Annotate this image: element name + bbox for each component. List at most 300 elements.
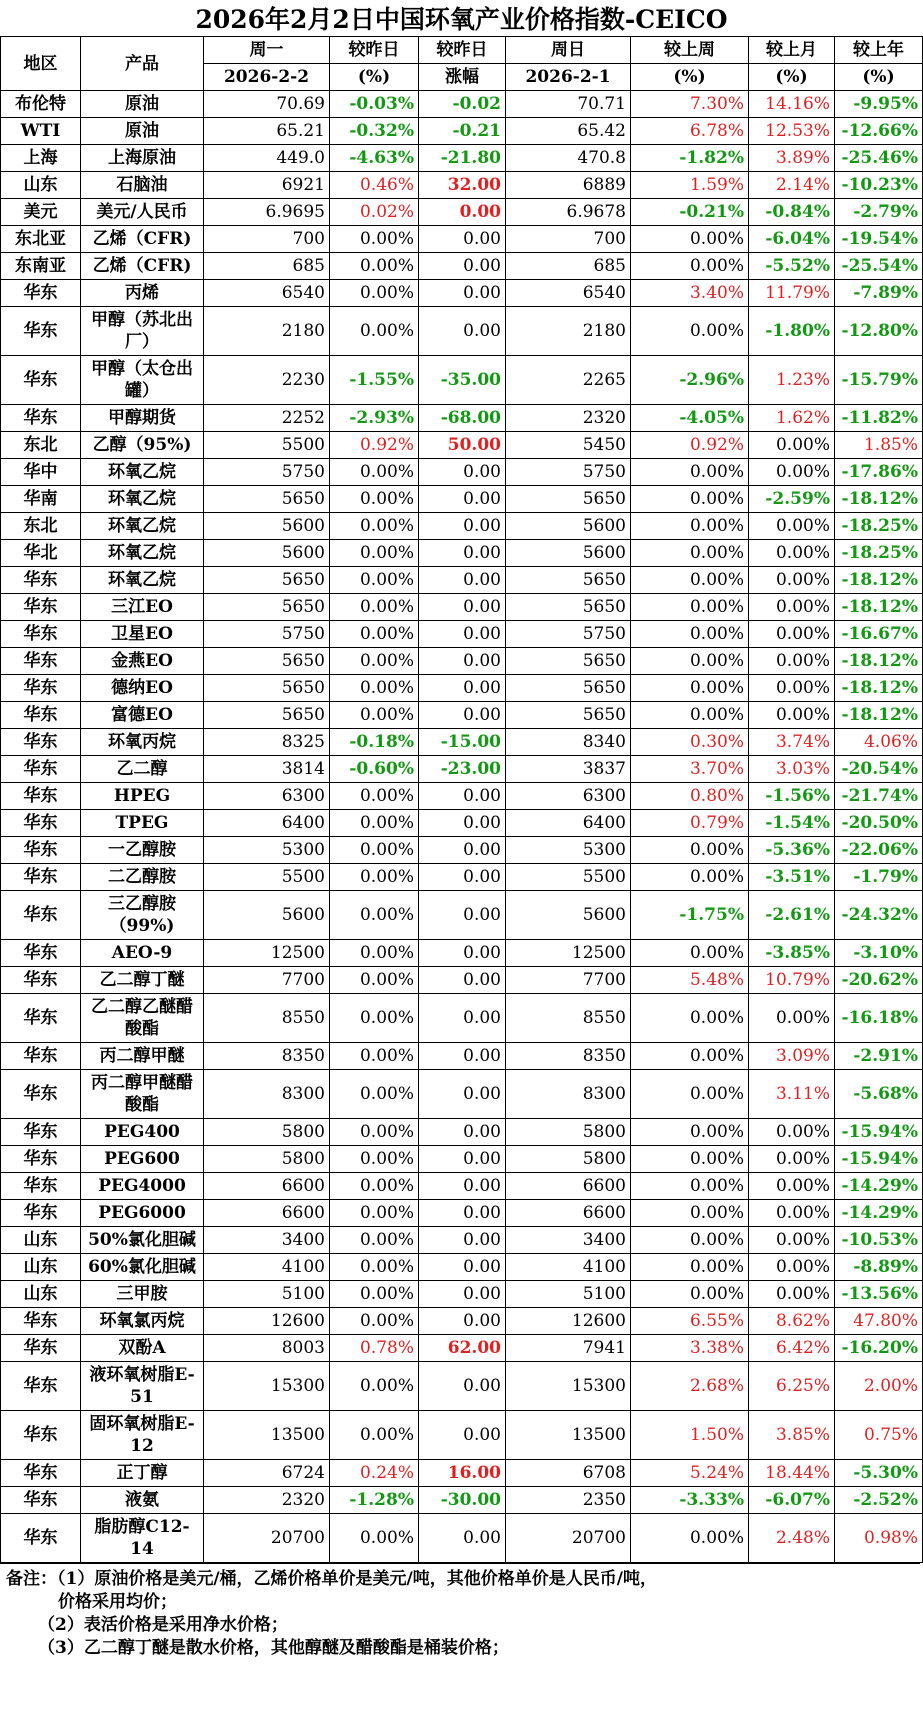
cell-week-chg: 0.00% — [631, 675, 749, 702]
cell-region: 华东 — [1, 648, 81, 675]
cell-product: 乙烯（CFR) — [81, 253, 204, 280]
cell-month-chg: 0.00% — [749, 1281, 835, 1308]
cell-today-price: 6724 — [204, 1460, 330, 1487]
cell-product: 一乙醇胺 — [81, 837, 204, 864]
cell-week-chg: 0.00% — [631, 1146, 749, 1173]
cell-region: 华东 — [1, 994, 81, 1043]
cell-product: 环氧氯丙烷 — [81, 1308, 204, 1335]
cell-region: 华东 — [1, 567, 81, 594]
cell-chg-abs: 0.00 — [419, 891, 506, 940]
cell-today-price: 12500 — [204, 940, 330, 967]
cell-today-price: 5650 — [204, 594, 330, 621]
cell-chg-abs: 0.00 — [419, 540, 506, 567]
table-row — [1, 1173, 923, 1200]
cell-prev-price: 6708 — [506, 1460, 631, 1487]
cell-year-chg: 47.80% — [835, 1308, 923, 1335]
cell-week-chg: 0.00% — [631, 621, 749, 648]
cell-product: 正丁醇 — [81, 1460, 204, 1487]
cell-chg-pct: 0.00% — [330, 621, 419, 648]
cell-year-chg: 0.75% — [835, 1411, 923, 1460]
cell-prev-price: 8550 — [506, 994, 631, 1043]
table-row — [1, 891, 923, 940]
cell-chg-abs: 0.00 — [419, 783, 506, 810]
cell-product: 双酚A — [81, 1335, 204, 1362]
table-row — [1, 1362, 923, 1411]
table-row — [1, 864, 923, 891]
cell-today-price: 5800 — [204, 1146, 330, 1173]
cell-month-chg: 0.00% — [749, 459, 835, 486]
cell-chg-abs: 62.00 — [419, 1335, 506, 1362]
cell-prev-price: 6.9678 — [506, 199, 631, 226]
table-row — [1, 432, 923, 459]
cell-month-chg: 3.11% — [749, 1070, 835, 1119]
cell-product: 三乙醇胺（99%) — [81, 891, 204, 940]
cell-year-chg: -11.82% — [835, 405, 923, 432]
cell-week-chg: -1.82% — [631, 145, 749, 172]
cell-month-chg: 8.62% — [749, 1308, 835, 1335]
cell-chg-abs: 0.00 — [419, 1514, 506, 1563]
cell-chg-abs: 0.00 — [419, 253, 506, 280]
cell-year-chg: -5.30% — [835, 1460, 923, 1487]
cell-chg-pct: -4.63% — [330, 145, 419, 172]
cell-chg-abs: 0.00 — [419, 702, 506, 729]
cell-chg-pct: 0.00% — [330, 1227, 419, 1254]
cell-month-chg: -1.80% — [749, 307, 835, 356]
cell-month-chg: 6.25% — [749, 1362, 835, 1411]
cell-region: 华东 — [1, 1200, 81, 1227]
cell-region: 华东 — [1, 1119, 81, 1146]
cell-year-chg: -14.29% — [835, 1173, 923, 1200]
cell-today-price: 4100 — [204, 1254, 330, 1281]
cell-chg-abs: 0.00 — [419, 940, 506, 967]
cell-month-chg: 0.00% — [749, 594, 835, 621]
table-row — [1, 967, 923, 994]
cell-region: 华南 — [1, 486, 81, 513]
cell-region: 华东 — [1, 1411, 81, 1460]
cell-today-price: 5500 — [204, 432, 330, 459]
cell-week-chg: 0.79% — [631, 810, 749, 837]
cell-product: 脂肪醇C12-14 — [81, 1514, 204, 1563]
cell-chg-pct: -0.18% — [330, 729, 419, 756]
table-row — [1, 405, 923, 432]
cell-region: 美元 — [1, 199, 81, 226]
cell-month-chg: -6.07% — [749, 1487, 835, 1514]
table-row — [1, 540, 923, 567]
cell-year-chg: -1.79% — [835, 864, 923, 891]
cell-year-chg: -18.25% — [835, 540, 923, 567]
cell-prev-price: 70.71 — [506, 91, 631, 118]
cell-month-chg: 6.42% — [749, 1335, 835, 1362]
cell-today-price: 6921 — [204, 172, 330, 199]
cell-region: 华中 — [1, 459, 81, 486]
cell-product: 乙醇（95%) — [81, 432, 204, 459]
cell-product: 石脑油 — [81, 172, 204, 199]
table-row — [1, 172, 923, 199]
cell-product: 原油 — [81, 91, 204, 118]
cell-today-price: 3814 — [204, 756, 330, 783]
cell-today-price: 5600 — [204, 540, 330, 567]
page-title: 2026年2月2日中国环氧产业价格指数-CEICO — [195, 5, 728, 34]
cell-chg-abs: 0.00 — [419, 1281, 506, 1308]
cell-chg-abs: -0.21 — [419, 118, 506, 145]
cell-chg-abs: 0.00 — [419, 513, 506, 540]
header-year: 较上年 — [835, 37, 923, 64]
cell-today-price: 13500 — [204, 1411, 330, 1460]
cell-week-chg: 0.00% — [631, 1043, 749, 1070]
price-table — [0, 36, 923, 1563]
cell-product: 环氧乙烷 — [81, 513, 204, 540]
cell-week-chg: 0.00% — [631, 226, 749, 253]
table-row — [1, 729, 923, 756]
cell-chg-pct: 0.00% — [330, 1119, 419, 1146]
cell-chg-abs: 0.00 — [419, 1173, 506, 1200]
table-row — [1, 1514, 923, 1563]
cell-year-chg: -14.29% — [835, 1200, 923, 1227]
cell-month-chg: 0.00% — [749, 1146, 835, 1173]
cell-prev-price: 7941 — [506, 1335, 631, 1362]
cell-prev-price: 5750 — [506, 621, 631, 648]
table-row — [1, 356, 923, 405]
cell-prev-price: 8300 — [506, 1070, 631, 1119]
cell-region: 华东 — [1, 307, 81, 356]
cell-chg-pct: 0.92% — [330, 432, 419, 459]
cell-chg-abs: -21.80 — [419, 145, 506, 172]
header-chg-abs: 较昨日 — [419, 37, 506, 64]
cell-month-chg: 0.00% — [749, 1227, 835, 1254]
cell-prev-price: 2350 — [506, 1487, 631, 1514]
cell-prev-price: 5450 — [506, 432, 631, 459]
cell-chg-pct: 0.00% — [330, 540, 419, 567]
cell-chg-abs: -68.00 — [419, 405, 506, 432]
table-row — [1, 567, 923, 594]
cell-today-price: 2230 — [204, 356, 330, 405]
cell-product: 液环氧树脂E-51 — [81, 1362, 204, 1411]
cell-region: 华东 — [1, 621, 81, 648]
cell-year-chg: -20.50% — [835, 810, 923, 837]
cell-region: 华东 — [1, 1043, 81, 1070]
cell-product: 二乙醇胺 — [81, 864, 204, 891]
header-month: 较上月 — [749, 37, 835, 64]
cell-product: 乙二醇丁醚 — [81, 967, 204, 994]
cell-week-chg: 0.00% — [631, 994, 749, 1043]
cell-today-price: 8325 — [204, 729, 330, 756]
cell-chg-abs: 0.00 — [419, 1200, 506, 1227]
cell-region: 布伦特 — [1, 91, 81, 118]
cell-month-chg: 0.00% — [749, 432, 835, 459]
cell-year-chg: -18.12% — [835, 702, 923, 729]
cell-today-price: 8003 — [204, 1335, 330, 1362]
table-row — [1, 118, 923, 145]
cell-today-price: 5650 — [204, 675, 330, 702]
cell-prev-price: 5650 — [506, 486, 631, 513]
cell-product: 环氧乙烷 — [81, 459, 204, 486]
table-row — [1, 756, 923, 783]
cell-prev-price: 700 — [506, 226, 631, 253]
cell-prev-price: 6300 — [506, 783, 631, 810]
cell-week-chg: 0.00% — [631, 1514, 749, 1563]
cell-chg-abs: -30.00 — [419, 1487, 506, 1514]
cell-year-chg: -20.54% — [835, 756, 923, 783]
cell-product: 丙烯 — [81, 280, 204, 307]
cell-month-chg: 0.00% — [749, 1200, 835, 1227]
cell-chg-abs: 0.00 — [419, 967, 506, 994]
cell-chg-pct: -2.93% — [330, 405, 419, 432]
cell-week-chg: 0.00% — [631, 486, 749, 513]
cell-region: 华东 — [1, 1514, 81, 1563]
cell-prev-price: 6600 — [506, 1200, 631, 1227]
cell-chg-pct: 0.00% — [330, 1362, 419, 1411]
cell-prev-price: 15300 — [506, 1362, 631, 1411]
cell-week-chg: 0.00% — [631, 513, 749, 540]
cell-today-price: 5300 — [204, 837, 330, 864]
cell-year-chg: -18.25% — [835, 513, 923, 540]
cell-year-chg: -22.06% — [835, 837, 923, 864]
cell-week-chg: 7.30% — [631, 91, 749, 118]
cell-region: 华东 — [1, 1173, 81, 1200]
cell-year-chg: -16.18% — [835, 994, 923, 1043]
cell-week-chg: 6.55% — [631, 1308, 749, 1335]
cell-week-chg: -1.75% — [631, 891, 749, 940]
cell-chg-pct: 0.00% — [330, 1200, 419, 1227]
cell-product: PEG600 — [81, 1146, 204, 1173]
cell-month-chg: 14.16% — [749, 91, 835, 118]
cell-product: 甲醇期货 — [81, 405, 204, 432]
cell-today-price: 7700 — [204, 967, 330, 994]
cell-today-price: 5750 — [204, 621, 330, 648]
cell-chg-abs: 0.00 — [419, 648, 506, 675]
table-row — [1, 1487, 923, 1514]
cell-week-chg: 0.00% — [631, 459, 749, 486]
cell-month-chg: 11.79% — [749, 280, 835, 307]
table-row — [1, 1043, 923, 1070]
cell-month-chg: 3.74% — [749, 729, 835, 756]
cell-year-chg: -18.12% — [835, 567, 923, 594]
cell-month-chg: -1.56% — [749, 783, 835, 810]
table-row — [1, 280, 923, 307]
table-row — [1, 810, 923, 837]
cell-prev-price: 65.42 — [506, 118, 631, 145]
cell-month-chg: -6.04% — [749, 226, 835, 253]
cell-chg-pct: 0.00% — [330, 648, 419, 675]
table-row — [1, 837, 923, 864]
cell-year-chg: -12.80% — [835, 307, 923, 356]
table-row — [1, 1335, 923, 1362]
table-row — [1, 145, 923, 172]
cell-chg-pct: 0.00% — [330, 810, 419, 837]
cell-week-chg: 0.00% — [631, 594, 749, 621]
cell-product: PEG4000 — [81, 1173, 204, 1200]
cell-prev-price: 470.8 — [506, 145, 631, 172]
cell-region: 华东 — [1, 405, 81, 432]
cell-prev-price: 5100 — [506, 1281, 631, 1308]
cell-year-chg: -7.89% — [835, 280, 923, 307]
cell-week-chg: 0.00% — [631, 1173, 749, 1200]
cell-month-chg: -5.52% — [749, 253, 835, 280]
cell-today-price: 6600 — [204, 1173, 330, 1200]
cell-week-chg: 0.00% — [631, 540, 749, 567]
cell-today-price: 70.69 — [204, 91, 330, 118]
cell-today-price: 6400 — [204, 810, 330, 837]
cell-month-chg: 0.00% — [749, 675, 835, 702]
cell-week-chg: 0.00% — [631, 1070, 749, 1119]
cell-chg-abs: 0.00 — [419, 1070, 506, 1119]
cell-chg-pct: 0.00% — [330, 1411, 419, 1460]
table-row — [1, 91, 923, 118]
cell-chg-pct: 0.02% — [330, 199, 419, 226]
cell-today-price: 65.21 — [204, 118, 330, 145]
cell-year-chg: -10.23% — [835, 172, 923, 199]
cell-prev-price: 6400 — [506, 810, 631, 837]
cell-month-chg: 1.62% — [749, 405, 835, 432]
cell-month-chg: -3.51% — [749, 864, 835, 891]
table-row — [1, 702, 923, 729]
cell-region: 山东 — [1, 172, 81, 199]
cell-product: 德纳EO — [81, 675, 204, 702]
cell-week-chg: 3.70% — [631, 756, 749, 783]
cell-chg-pct: 0.24% — [330, 1460, 419, 1487]
cell-chg-abs: 0.00 — [419, 837, 506, 864]
table-row — [1, 486, 923, 513]
cell-chg-abs: 0.00 — [419, 1146, 506, 1173]
cell-today-price: 20700 — [204, 1514, 330, 1563]
cell-today-price: 3400 — [204, 1227, 330, 1254]
cell-product: 甲醇（苏北出厂） — [81, 307, 204, 356]
cell-year-chg: 4.06% — [835, 729, 923, 756]
cell-prev-price: 7700 — [506, 967, 631, 994]
cell-today-price: 685 — [204, 253, 330, 280]
cell-year-chg: -2.91% — [835, 1043, 923, 1070]
cell-week-chg: -0.21% — [631, 199, 749, 226]
cell-product: 环氧乙烷 — [81, 567, 204, 594]
cell-chg-pct: 0.00% — [330, 837, 419, 864]
cell-week-chg: 0.00% — [631, 648, 749, 675]
cell-product: 乙烯（CFR) — [81, 226, 204, 253]
cell-today-price: 5650 — [204, 567, 330, 594]
cell-month-chg: -0.84% — [749, 199, 835, 226]
cell-prev-price: 5650 — [506, 594, 631, 621]
cell-chg-pct: -0.60% — [330, 756, 419, 783]
cell-today-price: 5100 — [204, 1281, 330, 1308]
cell-month-chg: -2.59% — [749, 486, 835, 513]
cell-month-chg: 0.00% — [749, 1254, 835, 1281]
cell-region: WTI — [1, 118, 81, 145]
cell-chg-abs: 50.00 — [419, 432, 506, 459]
cell-chg-abs: 0.00 — [419, 1119, 506, 1146]
table-row — [1, 1308, 923, 1335]
cell-year-chg: -25.54% — [835, 253, 923, 280]
cell-week-chg: 0.00% — [631, 1281, 749, 1308]
cell-week-chg: -4.05% — [631, 405, 749, 432]
header-today: 周一 — [204, 37, 330, 64]
cell-product: 丙二醇甲醚 — [81, 1043, 204, 1070]
cell-chg-abs: 32.00 — [419, 172, 506, 199]
cell-chg-pct: 0.00% — [330, 1514, 419, 1563]
cell-chg-abs: 0.00 — [419, 459, 506, 486]
cell-week-chg: 6.78% — [631, 118, 749, 145]
cell-chg-pct: 0.00% — [330, 967, 419, 994]
cell-week-chg: 0.00% — [631, 307, 749, 356]
cell-prev-price: 12600 — [506, 1308, 631, 1335]
cell-product: 上海原油 — [81, 145, 204, 172]
cell-prev-price: 6600 — [506, 1173, 631, 1200]
cell-product: 富德EO — [81, 702, 204, 729]
cell-product: 金燕EO — [81, 648, 204, 675]
cell-product: 环氧乙烷 — [81, 540, 204, 567]
table-row — [1, 1119, 923, 1146]
header-week: 较上周 — [631, 37, 749, 64]
cell-month-chg: 18.44% — [749, 1460, 835, 1487]
cell-chg-pct: 0.00% — [330, 702, 419, 729]
cell-month-chg: 3.85% — [749, 1411, 835, 1460]
cell-chg-pct: 0.00% — [330, 280, 419, 307]
footnotes — [0, 1563, 920, 1660]
cell-chg-abs: 0.00 — [419, 864, 506, 891]
cell-chg-pct: 0.78% — [330, 1335, 419, 1362]
cell-product: 卫星EO — [81, 621, 204, 648]
cell-today-price: 5600 — [204, 891, 330, 940]
cell-year-chg: -20.62% — [835, 967, 923, 994]
table-row — [1, 1254, 923, 1281]
cell-chg-pct: 0.00% — [330, 1281, 419, 1308]
cell-today-price: 2252 — [204, 405, 330, 432]
cell-prev-price: 5650 — [506, 567, 631, 594]
cell-month-chg: 1.23% — [749, 356, 835, 405]
cell-today-price: 6.9695 — [204, 199, 330, 226]
cell-year-chg: 1.85% — [835, 432, 923, 459]
cell-chg-abs: 0.00 — [419, 1411, 506, 1460]
cell-region: 山东 — [1, 1254, 81, 1281]
cell-today-price: 5500 — [204, 864, 330, 891]
cell-prev-price: 3837 — [506, 756, 631, 783]
cell-today-price: 8550 — [204, 994, 330, 1043]
cell-chg-pct: 0.00% — [330, 567, 419, 594]
cell-region: 东北 — [1, 432, 81, 459]
cell-month-chg: 3.03% — [749, 756, 835, 783]
cell-chg-pct: 0.00% — [330, 1043, 419, 1070]
cell-year-chg: -9.95% — [835, 91, 923, 118]
cell-today-price: 5600 — [204, 513, 330, 540]
cell-chg-abs: 0.00 — [419, 1308, 506, 1335]
cell-product: 环氧丙烷 — [81, 729, 204, 756]
header-prev: 周日 — [506, 37, 631, 64]
header-row-1 — [1, 37, 923, 64]
cell-month-chg: -2.61% — [749, 891, 835, 940]
cell-chg-pct: 0.00% — [330, 994, 419, 1043]
cell-region: 华东 — [1, 1146, 81, 1173]
cell-year-chg: -19.54% — [835, 226, 923, 253]
cell-region: 华东 — [1, 783, 81, 810]
cell-year-chg: -2.79% — [835, 199, 923, 226]
cell-week-chg: 0.00% — [631, 567, 749, 594]
cell-chg-abs: 0.00 — [419, 226, 506, 253]
header-month-unit: (%) — [749, 64, 835, 91]
cell-today-price: 2180 — [204, 307, 330, 356]
cell-year-chg: -16.20% — [835, 1335, 923, 1362]
cell-month-chg: 0.00% — [749, 540, 835, 567]
cell-product: 50%氯化胆碱 — [81, 1227, 204, 1254]
cell-week-chg: 0.80% — [631, 783, 749, 810]
cell-chg-abs: 0.00 — [419, 280, 506, 307]
cell-today-price: 6600 — [204, 1200, 330, 1227]
table-row — [1, 1227, 923, 1254]
cell-chg-abs: -35.00 — [419, 356, 506, 405]
cell-today-price: 8300 — [204, 1070, 330, 1119]
cell-chg-abs: -0.02 — [419, 91, 506, 118]
cell-product: TPEG — [81, 810, 204, 837]
cell-chg-pct: 0.00% — [330, 940, 419, 967]
cell-month-chg: 0.00% — [749, 1173, 835, 1200]
cell-year-chg: -15.79% — [835, 356, 923, 405]
